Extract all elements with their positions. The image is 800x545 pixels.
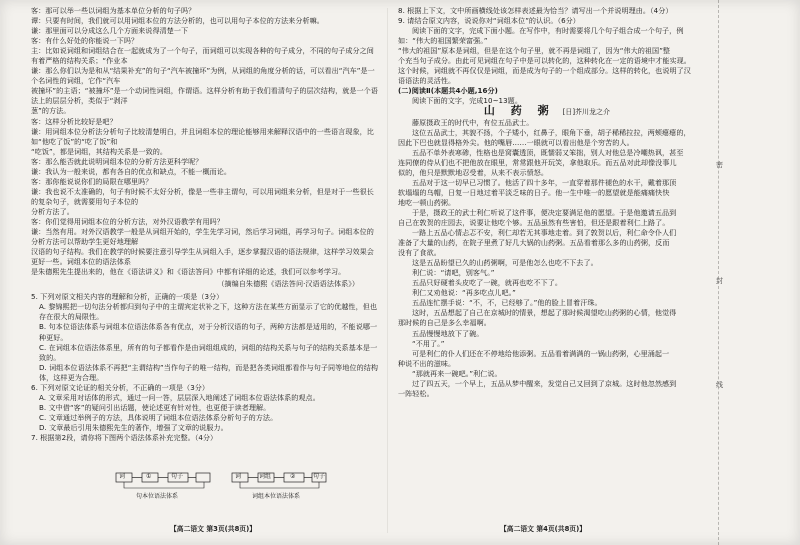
seal-mark-mi: 密 bbox=[716, 161, 723, 169]
story-line: 五品对于这一切早已习惯了。他活了四十多年，一直穿着那件褪色的水干，戴着那顶 bbox=[412, 177, 677, 187]
q6-option-d: D. 文章最后引用朱德熙先生的著作，增强了文章的说服力。 bbox=[39, 422, 228, 432]
text-line: 谦：我也说不太准确的，句子有时候不太好分析，像是一些非主谓句，可以用词组来分析，但是对于一些很长的复杂句子，就需要用句子本位的 bbox=[31, 186, 374, 206]
question-9-stem: 9. 请结合原文内容，说说你对“词组本位”的认识。（6分） bbox=[398, 16, 580, 26]
text-line: 客：这样分析比较好是吧？ bbox=[31, 116, 117, 126]
story-line: 五品不单外表寒碜，性格也是窝囊透顶，既懦弱又笨拙，别人对他总是冷嘲热讽，甚至 bbox=[412, 147, 684, 157]
text-line: 个充当句子成分。由此可见词组在句子中是可以转化的，这种转化在一定的语境中才能实现。 bbox=[398, 56, 691, 66]
story-line: 一路上五品心情忐忑不安，利仁却若无其事地走着。到了敦贺以后，利仁命令仆人们 bbox=[412, 228, 677, 238]
text-line: 葱”的方法。 bbox=[31, 106, 71, 116]
text-line: 客：那可以举一些以词组为基本单位分析的句子吗？ bbox=[31, 6, 196, 15]
story-line: 利仁又劝他说：“再多吃点儿吧。” bbox=[412, 288, 516, 298]
text-line: 谦：当然有用。对外汉语教学一般是从词组开始的，学生先学习词，然后学习词组，再学习句子。词组本位的分析方法可以帮助学生更好地理解 bbox=[31, 227, 374, 247]
question-7-stem: 7. 根据第2段，请你将下图两个语法体系补充完整。（4分） bbox=[31, 432, 218, 442]
story-line: 没有了食欲。 bbox=[398, 248, 441, 258]
story-line: 连同僚的侍从们也不把他放在眼里，常常跟他开玩笑，拿他取乐。而五品对此却像没事儿 bbox=[398, 157, 677, 167]
text-line: 语语法的灵活性。 bbox=[398, 76, 456, 86]
text-line: 客：你们觉得用词组本位的分析方法，对外汉语教学有用吗？ bbox=[31, 216, 224, 226]
q6-option-c: C. 文章通过举例子的方法，具体说明了词组本位语法体系分析句子的方法。 bbox=[39, 412, 278, 422]
text-line: 谦：那里面可以分成这么几个方面来说得清楚一下 bbox=[31, 26, 189, 36]
text-line: 客：那么能否就此说明词组本位的分析方法更科学呢？ bbox=[31, 156, 203, 166]
story-line: 这是五品盼望已久的山药粥啊，可是他怎么也吃不下去了。 bbox=[412, 258, 598, 268]
q6-option-a: A. 文章采用对话体的形式，通过一问一答，层层深入地阐述了词组本位语法体系的观点。 bbox=[39, 392, 320, 402]
text-line: 这个时候，词组就不再仅仅是词组，而是成为句子的一个组成部分。这样的转化，也说明了汉 bbox=[398, 66, 691, 76]
diagram-svg bbox=[112, 471, 332, 493]
story-line: 五品连忙摆手说：“不，不，已经够了。”他的脸上冒着汗珠。 bbox=[412, 298, 602, 308]
right-page bbox=[398, 6, 696, 399]
text-line: “吃饭”，都是词组，其结构关系是一致的。 bbox=[31, 146, 168, 156]
left-page-footer: 【高二语文 第3页(共8页)】 bbox=[170, 525, 257, 533]
story-line: 藤原摄政王的时代中，有位五品武士。 bbox=[412, 117, 534, 127]
story-title-row bbox=[398, 106, 696, 117]
binding-dashed-line bbox=[718, 0, 719, 545]
text-line: 主：比如说词组和词组结合在一起就成为了一个句子，而词组可以实现各种的句子成分，不同的句子成分之间有着严格的结构关系；“作业本 bbox=[31, 46, 374, 66]
story-line: 那时候的自己是多么幸福啊。 bbox=[398, 318, 491, 328]
story-line: 过了四五天，一个早上，五品从梦中醒来，发觉自己又回到了京城。这时他忽然感到 bbox=[412, 378, 677, 388]
story-line: 准备了大量的山药，在院子里煮了好几大锅的山药粥。五品看着那么多的山药粥，反而 bbox=[398, 238, 670, 248]
diagram-caption-left: 句本位语法体系 bbox=[136, 493, 179, 500]
diagram-box-sentence-left: 句子 bbox=[171, 473, 184, 480]
source-citation: （摘编自朱德熙《语法答问·汉语语法体系》） bbox=[217, 279, 359, 289]
left-page bbox=[31, 6, 381, 443]
q5-option-d: D. 词组本位语法体系不再把“主谓结构”当作句子的唯一结构，而是把各类词组都看作与句子同等地位的结构体，这样更为合理。 bbox=[39, 362, 379, 382]
diagram-slot-2: ② bbox=[290, 473, 296, 480]
story-line: 因此下巴也就显得格外尖。他的嘴唇……一眼就可以看出他是个穷苦的人。 bbox=[398, 137, 634, 147]
story-line: 软塌塌的乌帽，日复一日地过着平淡乏味的日子。他一生中唯一的愿望就是能痛痛快快 bbox=[398, 187, 670, 197]
section-heading: (二)阅读Ⅱ(本题共4小题,16分) bbox=[398, 86, 498, 96]
text-line: 谦：那么你们以为是和从“结果补充”的句子“汽车被撞坏”为例，从词组的角度分析的话，可以看出“汽车”是一个名词性的词组，它作“汽车 bbox=[31, 66, 375, 86]
text-line: 阅读下面的文字，完成下面小题。在写作中，有时需要将几个句子组合成一个句子，例如：“伟大的祖国繁荣富强。” bbox=[398, 26, 684, 46]
page-divider bbox=[387, 8, 388, 533]
text-line: 是朱德熙先生提出来的，他在《语法讲义》和《语法答问》中都有详细的论述，我们可以参考学习。 bbox=[31, 267, 346, 277]
story-line: “不用了。” bbox=[412, 338, 445, 348]
story-line: 五品慢慢地放下了碗。 bbox=[412, 328, 484, 338]
text-line: 谦：我认为一般来说，都有各自的优点和缺点，不能一概而论。 bbox=[31, 166, 232, 176]
seal-mark-xian: 线 bbox=[716, 381, 723, 389]
story-line: 似的，他只是默默地忍受着，从来不表示愤怒。 bbox=[398, 167, 549, 177]
question-5-stem: 5. 下列对原文相关内容的理解和分析，正确的一项是（3分） bbox=[31, 292, 224, 302]
story-line: 利仁说：“请吧，别客气。” bbox=[412, 268, 495, 278]
text-line: 客：那你能说说你们的局限在哪里吗？ bbox=[31, 176, 153, 186]
story-line: 自己在敦贺的庄园去，说要让他吃个够。五品虽然有些害怕，但还是跟着利仁上路了。 bbox=[398, 217, 670, 227]
story-line: 地吃一顿山药粥。 bbox=[398, 197, 456, 207]
diagram-box-sentence-right: 句子 bbox=[313, 473, 326, 480]
story-line: 于是，摄政王的武士利仁听说了这件事，便决定要满足他的愿望。于是他邀请五品到 bbox=[412, 207, 677, 217]
story-line: “那就再来一碗吧。”利仁说。 bbox=[412, 368, 502, 378]
story-line: 这时，五品想起了自己在京城时的情景，想起了那时候渴望吃山药粥的心情，他觉得 bbox=[412, 308, 677, 318]
q6-option-b: B. 文中借“客”的疑问引出话题，使论述更有针对性，也更便于读者理解。 bbox=[39, 402, 271, 412]
text-line: 被撞坏”的主语；“被撞坏”是一个动词性词组，作谓语。这样分析有助于我们看清句子的层次结构，就是一个语法上的层层分析，类似于“剥洋 bbox=[31, 86, 378, 106]
section-instruction: 阅读下面的文字，完成10~13题。 bbox=[412, 96, 522, 106]
text-line: 汉语的句子结构。我们在教学的时候要注意引导学生从词组入手，逐步掌握汉语的语法规律，这样学习效果会更好一些。词组本位的语法体系 bbox=[31, 247, 374, 267]
question-6-stem: 6. 下列对原文论证的相关分析，不正确的一项是（3分） bbox=[31, 382, 210, 392]
diagram-box-word-left: 词 bbox=[119, 473, 126, 480]
seal-mark-feng: 封 bbox=[716, 277, 723, 285]
diagram-box-phrase-right: 词组 bbox=[259, 473, 272, 480]
story-line: 五品只好硬着头皮吃了一碗，就再也吃不下了。 bbox=[412, 278, 563, 288]
text-line: 分析方法了。 bbox=[31, 206, 74, 216]
story-author: [日]芥川龙之介 bbox=[562, 108, 611, 117]
text-line: “伟大的祖国”原本是词组，但是在这个句子里，就不再是词组了，因为“伟大的祖国”整 bbox=[398, 46, 671, 56]
question-8-stem: 8. 根据上下文，文中所画横线处该怎样表述最为恰当？请写出一个并说明理由。（4分） bbox=[398, 6, 673, 15]
diagram-slot-1: ① bbox=[146, 473, 152, 480]
diagram-caption-right: 词组本位语法体系 bbox=[252, 493, 301, 500]
story-line: 可是利仁的仆人们还在不停地给他添粥。五品看着满满的一锅山药粥，心里涌起一 bbox=[412, 348, 670, 358]
q5-option-b: B. 句本位语法体系与词组本位语法体系各有优点，对于分析汉语的句子，两种方法都是适用的，不能说哪一种更好。 bbox=[39, 322, 378, 342]
text-line: 谭：只要有时间，我们就可以用词组本位的方法分析的，也可以用句子本位的方法来分析嘛。 bbox=[31, 16, 324, 26]
story-line: 一阵轻松。 bbox=[398, 388, 434, 398]
q5-option-a: A. 黎锦熙把一切句法分析都归到句子中的主谓宾定状补之下，这种方法在某些方面显示了它的优越性，但也存在很大的局限性。 bbox=[39, 302, 377, 322]
right-page-footer: 【高二语文 第4页(共8页)】 bbox=[500, 525, 587, 533]
story-title: 山 药 粥 bbox=[483, 104, 555, 118]
story-line: 种说不出的滋味。 bbox=[398, 358, 456, 368]
text-line: 客：有什么好处的你能说一下吗？ bbox=[31, 36, 139, 46]
story-line: 这位五品武士，其貌不扬，个子矮小，红鼻子，眼角下垂，胡子稀稀拉拉，两颊瘪瘪的， bbox=[412, 127, 691, 137]
diagram-box-word-right: 词 bbox=[235, 473, 242, 480]
text-line: 谦：用词组本位分析法分析句子比较清楚明白，并且词组本位的理论能够用来解释汉语中的一些语言现象，比如“他吃了饭”的“吃了饭”和 bbox=[31, 126, 374, 146]
q5-option-c: C. 在词组本位语法体系里，所有的句子都看作是由词组组成的，词组的结构关系与句子的结构关系基本是一致的。 bbox=[39, 342, 378, 362]
grammar-system-diagram bbox=[112, 471, 332, 501]
